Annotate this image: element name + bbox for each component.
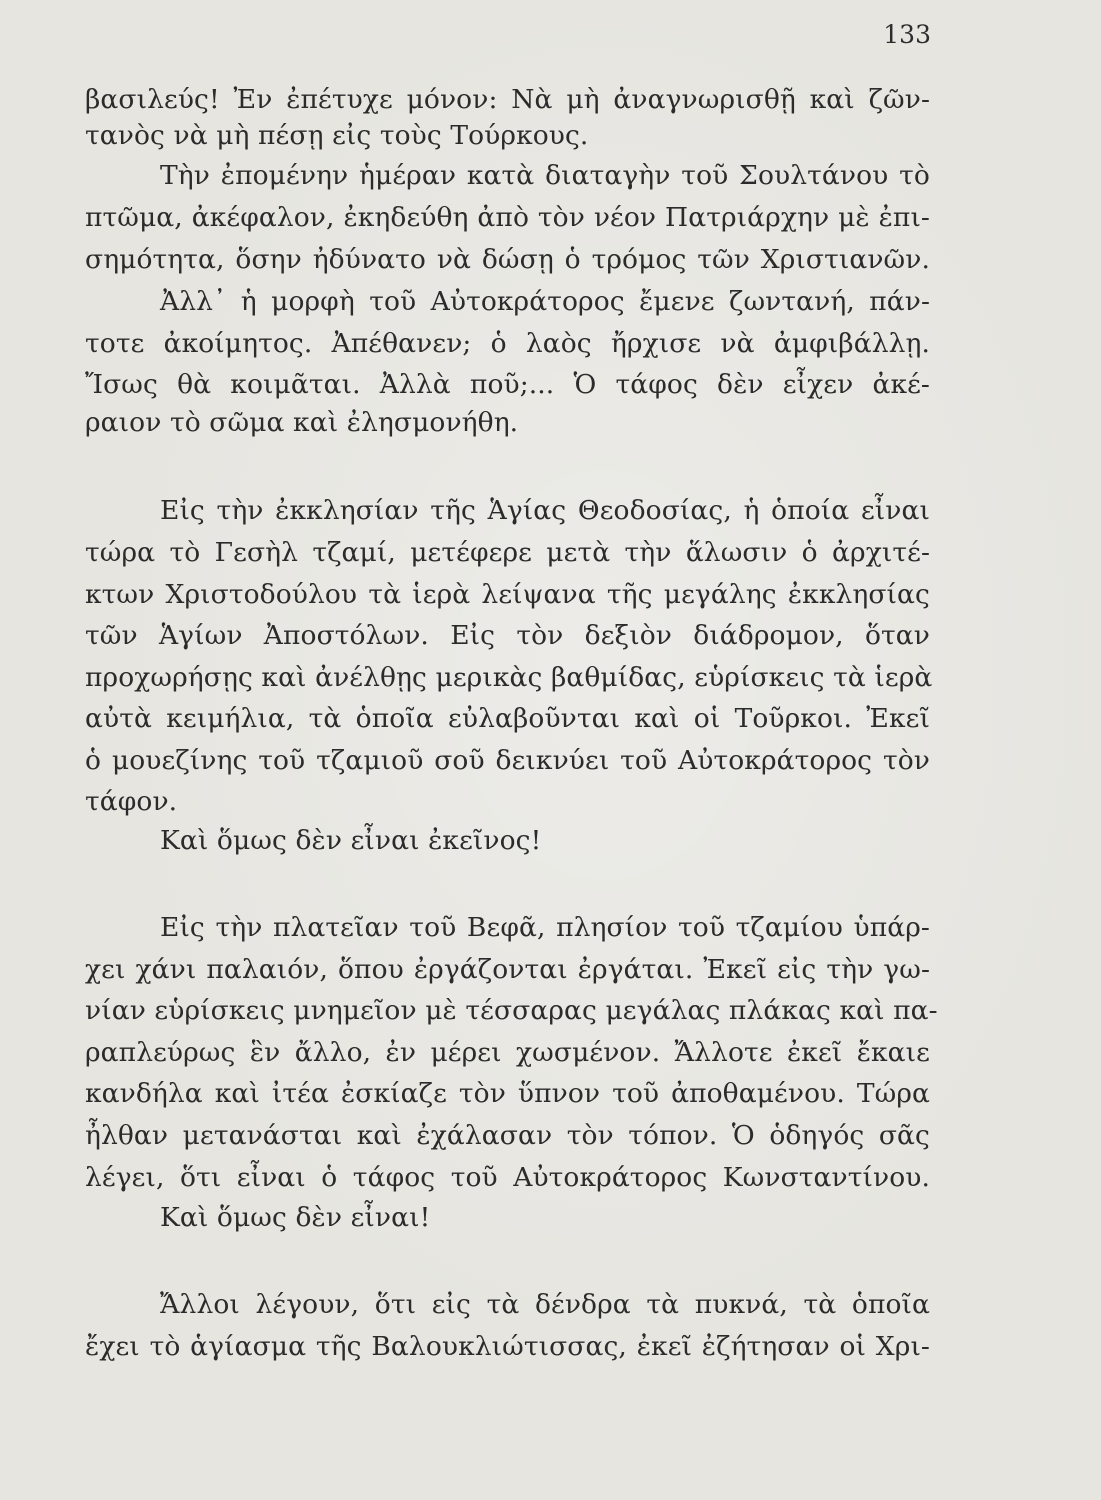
text-line: βασιλεύς! Ἐν ἐπέτυχε μόνον: Νὰ μὴ ἀναγνωρισθῇ καὶ ζῶν-: [85, 84, 930, 115]
text-line: ραιον τὸ σῶμα καὶ ἐλησμονήθη.: [85, 407, 519, 438]
text-line: κτων Χριστοδούλου τὰ ἱερὰ λείψανα τῆς μεγάλης ἐκκλησίας: [85, 579, 930, 610]
text-line: λέγει, ὅτι εἶναι ὁ τάφος τοῦ Αὐτοκράτορος Κωνσταντίνου.: [85, 1162, 930, 1193]
text-line: προχωρήσῃς καὶ ἀνέλθῃς μερικὰς βαθμίδας, εὑρίσκεις τὰ ἱερὰ: [85, 662, 933, 693]
text-line: ὁ μουεζίνης τοῦ τζαμιοῦ σοῦ δεικνύει τοῦ Αὐτοκράτορος τὸν: [85, 745, 930, 776]
text-line: νίαν εὑρίσκεις μνημεῖον μὲ τέσσαρας μεγάλας πλάκας καὶ πα-: [85, 995, 938, 1026]
text-line: Ἴσως θὰ κοιμᾶται. Ἀλλὰ ποῦ;... Ὁ τάφος δὲν εἶχεν ἀκέ-: [85, 369, 930, 400]
text-line: Ἄλλοι λέγουν, ὅτι εἰς τὰ δένδρα τὰ πυκνά, τὰ ὁποῖα: [160, 1289, 930, 1320]
text-line: ἦλθαν μετανάσται καὶ ἐχάλασαν τὸν τόπον. Ὁ ὁδηγός σᾶς: [85, 1120, 930, 1151]
text-line: χει χάνι παλαιόν, ὅπου ἐργάζονται ἐργάται. Ἐκεῖ εἰς τὴν γω-: [85, 954, 930, 985]
text-line: αὐτὰ κειμήλια, τὰ ὁποῖα εὐλαβοῦνται καὶ οἱ Τοῦρκοι. Ἐκεῖ: [85, 703, 930, 734]
text-line: Καὶ ὅμως δὲν εἶναι!: [160, 1202, 431, 1233]
text-line: ἔχει τὸ ἁγίασμα τῆς Βαλουκλιώτισσας, ἐκεῖ ἐζήτησαν οἱ Χρι-: [85, 1331, 930, 1362]
text-line: Εἰς τὴν ἐκκλησίαν τῆς Ἁγίας Θεοδοσίας, ἡ ὁποία εἶναι: [160, 495, 930, 526]
text-line: Εἰς τὴν πλατεῖαν τοῦ Βεφᾶ, πλησίον τοῦ τζαμίου ὑπάρ-: [160, 912, 930, 943]
text-line: τάφον.: [85, 786, 178, 817]
text-line: πτῶμα, ἀκέφαλον, ἐκηδεύθη ἀπὸ τὸν νέον Πατριάρχην μὲ ἐπι-: [85, 202, 930, 233]
text-line: τώρα τὸ Γεσὴλ τζαμί, μετέφερε μετὰ τὴν ἅλωσιν ὁ ἀρχιτέ-: [85, 537, 930, 568]
page-number: 133: [883, 20, 931, 49]
text-line: σημότητα, ὅσην ἠδύνατο νὰ δώσῃ ὁ τρόμος τῶν Χριστιανῶν.: [85, 244, 930, 275]
text-line: Καὶ ὅμως δὲν εἶναι ἐκεῖνος!: [160, 825, 542, 856]
text-line: τοτε ἀκοίμητος. Ἀπέθανεν; ὁ λαὸς ἤρχισε νὰ ἀμφιβάλλῃ.: [85, 328, 930, 359]
text-line: κανδήλα καὶ ἰτέα ἐσκίαζε τὸν ὕπνον τοῦ ἀποθαμένου. Τώρα: [85, 1078, 930, 1109]
text-line: Τὴν ἐπομένην ἡμέραν κατὰ διαταγὴν τοῦ Σουλτάνου τὸ: [160, 160, 930, 191]
text-line: τῶν Ἁγίων Ἀποστόλων. Εἰς τὸν δεξιὸν διάδρομον, ὅταν: [85, 620, 930, 651]
text-line: ραπλεύρως ἓν ἄλλο, ἐν μέρει χωσμένον. Ἄλλοτε ἐκεῖ ἔκαιε: [85, 1037, 930, 1068]
text-line: Ἀλλ᾽ ἡ μορφὴ τοῦ Αὐτοκράτορος ἔμενε ζωντανή, πάν-: [160, 286, 930, 317]
text-line: τανὸς νὰ μὴ πέσῃ εἰς τοὺς Τούρκους.: [85, 120, 589, 151]
